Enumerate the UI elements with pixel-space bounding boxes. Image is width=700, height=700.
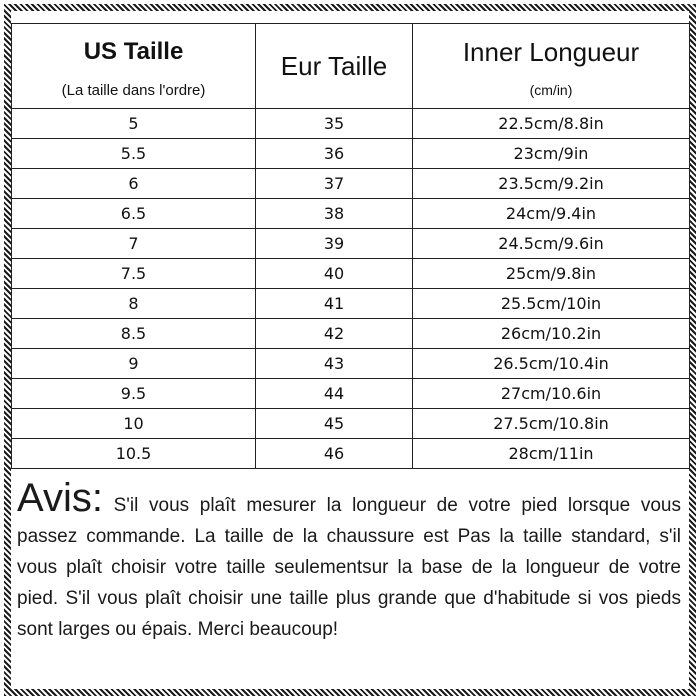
- us-size-cell: 5: [12, 109, 256, 139]
- inner-length-cell: 22.5cm/8.8in: [413, 109, 690, 139]
- table-row: [12, 349, 690, 379]
- size-table-body: [12, 109, 690, 469]
- eur-size-cell: 46: [256, 439, 413, 469]
- table-row: [12, 199, 690, 229]
- notice-text: S'il vous plaît mesurer la longueur de votre pied lorsque vous passez commande. La taille de la chaussure est Pas la taille standard, s'il vous plaît choisir votre taille seulementsur la base de la longueur de votre pied. S'il vous plaît choisir une taille plus grande que d'habitude si vos pieds sont larges ou épais. Merci beaucoup!: [17, 495, 681, 640]
- eur-size-cell: 39: [256, 229, 413, 259]
- us-size-cell: 9.5: [12, 379, 256, 409]
- us-size-subtitle: (La taille dans l'ordre): [61, 81, 206, 99]
- us-size-cell: 9: [12, 349, 256, 379]
- table-row: [12, 229, 690, 259]
- table-row: [12, 109, 690, 139]
- us-size-cell: 8.5: [12, 319, 256, 349]
- us-size-cell: 8: [12, 289, 256, 319]
- inner-length-cell: 28cm/11in: [413, 439, 690, 469]
- size-table: [11, 23, 690, 469]
- inner-length-cell: 24cm/9.4in: [413, 199, 690, 229]
- eur-size-cell: 45: [256, 409, 413, 439]
- hatched-border-frame: [4, 4, 696, 696]
- table-row: [12, 139, 690, 169]
- us-size-cell: 10.5: [12, 439, 256, 469]
- inner-length-cell: 27.5cm/10.8in: [413, 409, 690, 439]
- table-row: [12, 409, 690, 439]
- inner-length-cell: 27cm/10.6in: [413, 379, 690, 409]
- inner-length-unit: (cm/in): [529, 81, 573, 98]
- notice-paragraph: [17, 476, 681, 645]
- eur-size-cell: 42: [256, 319, 413, 349]
- us-size-cell: 6.5: [12, 199, 256, 229]
- table-row: [12, 259, 690, 289]
- us-size-cell: 10: [12, 409, 256, 439]
- us-size-cell: 7: [12, 229, 256, 259]
- inner-length-cell: 25.5cm/10in: [413, 289, 690, 319]
- us-size-cell: 6: [12, 169, 256, 199]
- us-size-cell: 5.5: [12, 139, 256, 169]
- inner-length-cell: 23.5cm/9.2in: [413, 169, 690, 199]
- inner-length-cell: 23cm/9in: [413, 139, 690, 169]
- size-chart-panel: [11, 11, 689, 689]
- eur-size-cell: 41: [256, 289, 413, 319]
- eur-size-cell: 43: [256, 349, 413, 379]
- table-row: [12, 169, 690, 199]
- eur-size-title: Eur Taille: [280, 50, 388, 81]
- us-size-title: US Taille: [83, 37, 184, 65]
- table-row: [12, 439, 690, 469]
- notice-box: [11, 477, 689, 689]
- notice-label: Avis:: [17, 476, 103, 520]
- eur-size-cell: 35: [256, 109, 413, 139]
- eur-size-cell: 38: [256, 199, 413, 229]
- inner-length-cell: 24.5cm/9.6in: [413, 229, 690, 259]
- table-row: [12, 379, 690, 409]
- eur-size-header: [256, 24, 413, 109]
- table-row: [12, 319, 690, 349]
- inner-length-cell: 26cm/10.2in: [413, 319, 690, 349]
- eur-size-cell: 44: [256, 379, 413, 409]
- table-row: [12, 289, 690, 319]
- inner-length-cell: 26.5cm/10.4in: [413, 349, 690, 379]
- us-size-header: [12, 24, 256, 109]
- inner-length-header: [413, 24, 690, 109]
- eur-size-cell: 37: [256, 169, 413, 199]
- inner-length-cell: 25cm/9.8in: [413, 259, 690, 289]
- us-size-cell: 7.5: [12, 259, 256, 289]
- eur-size-cell: 36: [256, 139, 413, 169]
- eur-size-cell: 40: [256, 259, 413, 289]
- inner-length-title: Inner Longueur: [462, 36, 640, 67]
- table-header-row: [12, 24, 690, 109]
